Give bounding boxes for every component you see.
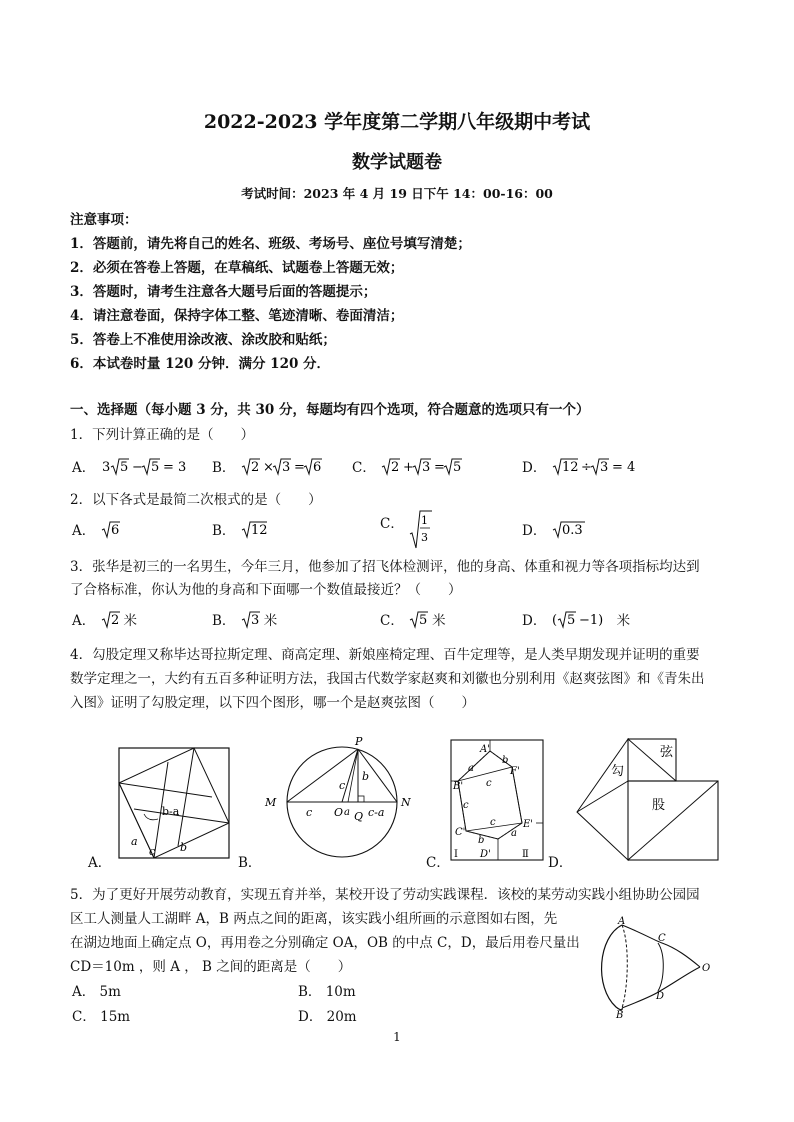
fig-b-label-o: O bbox=[334, 806, 344, 819]
q2-a-formula bbox=[100, 519, 130, 541]
q1-option-c bbox=[352, 456, 470, 478]
fig-c-label-c3: c bbox=[490, 817, 496, 828]
unit-label: 米 bbox=[123, 613, 138, 629]
svg-text:12: 12 bbox=[250, 523, 268, 538]
svg-text:5: 5 bbox=[150, 460, 159, 475]
fig-a-label-c: c bbox=[149, 845, 156, 858]
fig-c-label-c2: c bbox=[463, 800, 469, 811]
fig-c-label-e-prime: E' bbox=[523, 819, 534, 830]
q2-option-a bbox=[72, 519, 130, 541]
fig5-label-o: O bbox=[702, 963, 711, 974]
q1-c-formula bbox=[380, 456, 470, 478]
fig-b-label-c2: c bbox=[306, 806, 313, 819]
notice-item: 2．必须在答卷上答题，在草稿纸、试题卷上答题无效； bbox=[70, 260, 404, 276]
fig-b-label-ca: c-a bbox=[368, 806, 385, 819]
fig-a-label-ba: b-a bbox=[162, 805, 180, 818]
question-4-stem: 4．勾股定理又称毕达哥拉斯定理、商高定理、新娘座椅定理、百牛定理等，是人类早期发现并证明的重要 bbox=[70, 647, 700, 663]
fig-d-label-xian: 弦 bbox=[660, 745, 674, 760]
unit-label: 米 bbox=[263, 613, 278, 629]
question-5-stem: 在湖边地面上确定点 O，再用卷之分别确定 OA，OB 的中点 C，D，最后用卷尺量出 bbox=[70, 935, 580, 951]
svg-text:5: 5 bbox=[119, 460, 128, 475]
q2-c-formula bbox=[408, 508, 436, 550]
svg-text:2: 2 bbox=[391, 460, 400, 475]
svg-text:3: 3 bbox=[101, 460, 110, 475]
option-letter: A． bbox=[72, 613, 96, 629]
q1-option-d bbox=[522, 456, 651, 478]
exam-title: 2022-2023 学年度第二学期八年级期中考试 bbox=[203, 111, 591, 133]
exam-subject: 数学试题卷 bbox=[352, 152, 442, 173]
option-letter: D． bbox=[522, 613, 547, 629]
option-letter: B． bbox=[212, 460, 236, 476]
question-1-stem: 1．下列计算正确的是（ ） bbox=[70, 427, 255, 443]
notice-item: 1．答题前，请先将自己的姓名、班级、考场号、座位号填写清楚； bbox=[70, 236, 471, 252]
fig-b-label-a: a bbox=[344, 807, 350, 818]
fig5-label-c: C bbox=[658, 933, 666, 944]
fig-c-label-b-prime: B' bbox=[453, 781, 464, 792]
option-letter: B． bbox=[212, 613, 236, 629]
exam-time: 考试时间：2023 年 4 月 19 日下午 14：00-16：00 bbox=[241, 186, 553, 201]
option-letter: D． bbox=[522, 523, 547, 539]
unit-label: 米 bbox=[432, 613, 446, 629]
q1-b-formula bbox=[240, 456, 330, 478]
svg-text:6: 6 bbox=[110, 523, 119, 538]
q4-figure-b bbox=[262, 733, 420, 858]
notice-heading: 注意事项： bbox=[70, 212, 138, 228]
q2-option-c bbox=[380, 508, 436, 550]
fig-c-label-c-prime: C' bbox=[455, 827, 466, 838]
svg-text:=: = bbox=[434, 460, 446, 475]
svg-text:3: 3 bbox=[599, 460, 608, 475]
option-letter: C． bbox=[380, 613, 404, 629]
question-5-stem: 5．为了更好开展劳动教育，实现五育并举，某校开设了劳动实践课程．该校的某劳动实践小组协助公园园 bbox=[70, 887, 700, 903]
svg-text:+: + bbox=[403, 460, 415, 475]
svg-text:12: 12 bbox=[561, 460, 579, 475]
fig-c-label-i: Ⅰ bbox=[454, 849, 458, 860]
q1-d-formula bbox=[551, 456, 651, 478]
fig5-label-b: B bbox=[616, 1010, 624, 1019]
q5-option-a: A． 5m bbox=[72, 984, 121, 1000]
q4-option-b: B． bbox=[238, 855, 262, 871]
fig-b-label-q: Q bbox=[354, 810, 364, 823]
fig-a-label-b: b bbox=[180, 841, 188, 854]
question-3-stem: 3．张华是初三的一名男生，今年三月，他参加了招飞体检测评，他的身高、体重和视力等各项指标均达到 bbox=[70, 559, 700, 575]
svg-text:6: 6 bbox=[312, 460, 321, 475]
svg-text:= 3: = 3 bbox=[162, 460, 186, 475]
q2-d-formula bbox=[551, 519, 591, 541]
question-5-stem: 区工人测量人工湖畔 A，B 两点之间的距离，该实践小组所画的示意图如右图，先 bbox=[70, 911, 558, 927]
svg-text:1: 1 bbox=[421, 514, 429, 527]
question-4-stem: 数学定理之一，大约有五百多种证明方法，我国古代数学家赵爽和刘徽也分别利用《赵爽弦图》和《青朱出 bbox=[70, 671, 705, 687]
question-2-stem: 2．以下各式是最简二次根式的是（ ） bbox=[70, 492, 322, 508]
svg-text:3: 3 bbox=[250, 613, 259, 628]
q1-option-a bbox=[72, 456, 190, 478]
q4-figure-a bbox=[118, 747, 230, 859]
svg-text:(: ( bbox=[551, 613, 557, 628]
svg-text:=: = bbox=[293, 460, 305, 475]
option-letter: D． bbox=[522, 460, 547, 476]
fig-d-label-gou: 勾 bbox=[611, 764, 625, 779]
fig-b-label-m: M bbox=[265, 796, 277, 809]
q3-b-formula bbox=[240, 609, 264, 631]
section-heading: 一、选择题（每小题 3 分，共 30 分，每题均有四个选项，符合题意的选项只有一个） bbox=[70, 402, 590, 418]
svg-text:2: 2 bbox=[110, 613, 119, 628]
svg-text:2: 2 bbox=[250, 460, 259, 475]
fig-d-label-gu: 股 bbox=[652, 798, 666, 813]
option-letter: C． bbox=[352, 460, 376, 476]
fig-c-label-d-prime: D' bbox=[480, 849, 491, 860]
fig-b-label-p: P bbox=[355, 735, 363, 748]
notice-item: 5．答卷上不准使用涂改液、涂改胶和贴纸； bbox=[70, 332, 336, 348]
q2-option-d bbox=[522, 519, 591, 541]
fig5-label-a: A bbox=[618, 916, 626, 927]
fig-c-label-c1: c bbox=[486, 778, 492, 789]
fig-a-label-a: a bbox=[131, 835, 138, 848]
notice-item: 4．请注意卷面，保持字体工整、笔迹清晰、卷面清洁； bbox=[70, 308, 404, 324]
svg-text:3: 3 bbox=[281, 460, 290, 475]
fig-c-label-f-prime: F' bbox=[510, 766, 520, 777]
q3-option-b bbox=[212, 609, 277, 631]
svg-text:×: × bbox=[262, 460, 274, 475]
question-5-stem: CD＝10m ，则 A ， B 之间的距离是（ ） bbox=[70, 959, 352, 975]
svg-text:÷: ÷ bbox=[580, 460, 592, 475]
q1-a-formula bbox=[100, 456, 190, 478]
svg-text:5: 5 bbox=[453, 460, 462, 475]
svg-text:0.3: 0.3 bbox=[561, 523, 583, 538]
q4-option-a: A． bbox=[88, 855, 112, 871]
fig-b-label-b: b bbox=[362, 770, 370, 783]
q3-a-formula bbox=[100, 609, 124, 631]
option-letter: C． bbox=[380, 516, 404, 532]
option-letter: A． bbox=[72, 523, 96, 539]
q3-option-d bbox=[522, 609, 630, 631]
q4-option-d: D． bbox=[548, 855, 573, 871]
q5-option-c: C． 15m bbox=[72, 1009, 131, 1025]
svg-text:−1): −1) bbox=[578, 613, 603, 628]
fig-c-label-b1: b bbox=[502, 755, 509, 766]
q2-option-b bbox=[212, 519, 272, 541]
notice-item: 6．本试卷时量 120 分钟．满分 120 分． bbox=[70, 356, 331, 372]
notice-item: 3．答题时，请考生注意各大题号后面的答题提示； bbox=[70, 284, 377, 300]
q5-figure-lake bbox=[596, 915, 716, 1019]
fig5-label-d: D bbox=[656, 991, 665, 1002]
option-letter: B． bbox=[212, 523, 236, 539]
fig-c-label-b2: b bbox=[478, 835, 485, 846]
fig-c-label-a1: a bbox=[468, 763, 474, 774]
fig-c-label-a2: a bbox=[511, 828, 517, 839]
fig-c-label-ii: Ⅱ bbox=[522, 849, 529, 860]
fig-b-label-c: c bbox=[339, 779, 346, 792]
q2-b-formula bbox=[240, 519, 272, 541]
q4-figure-c bbox=[450, 739, 546, 863]
svg-text:3: 3 bbox=[422, 460, 431, 475]
q3-d-formula bbox=[551, 609, 617, 631]
question-4-stem: 入图》证明了勾股定理，以下四个图形，哪一个是赵爽弦图（ ） bbox=[70, 695, 475, 711]
svg-text:3: 3 bbox=[421, 531, 429, 544]
svg-text:5: 5 bbox=[419, 613, 428, 628]
unit-label: 米 bbox=[616, 613, 631, 629]
q4-option-c: C． bbox=[426, 855, 450, 871]
q1-option-b bbox=[212, 456, 330, 478]
q3-c-formula bbox=[408, 609, 432, 631]
svg-text:−: − bbox=[131, 460, 143, 475]
fig-b-label-n: N bbox=[401, 796, 411, 809]
q3-option-a bbox=[72, 609, 137, 631]
fig-c-label-a-prime: A' bbox=[480, 744, 490, 755]
option-letter: A． bbox=[72, 460, 96, 476]
q5-option-b: B． 10m bbox=[298, 984, 356, 1000]
question-3-stem: 了合格标准，你认为他的身高和下面哪一个数值最接近？（ ） bbox=[70, 582, 462, 598]
svg-text:= 4: = 4 bbox=[611, 460, 635, 475]
q5-option-d: D． 20m bbox=[298, 1009, 357, 1025]
page-number: 1 bbox=[393, 1030, 401, 1044]
q3-option-c bbox=[380, 609, 446, 631]
svg-text:5: 5 bbox=[566, 613, 575, 628]
q4-figure-d bbox=[576, 738, 720, 862]
